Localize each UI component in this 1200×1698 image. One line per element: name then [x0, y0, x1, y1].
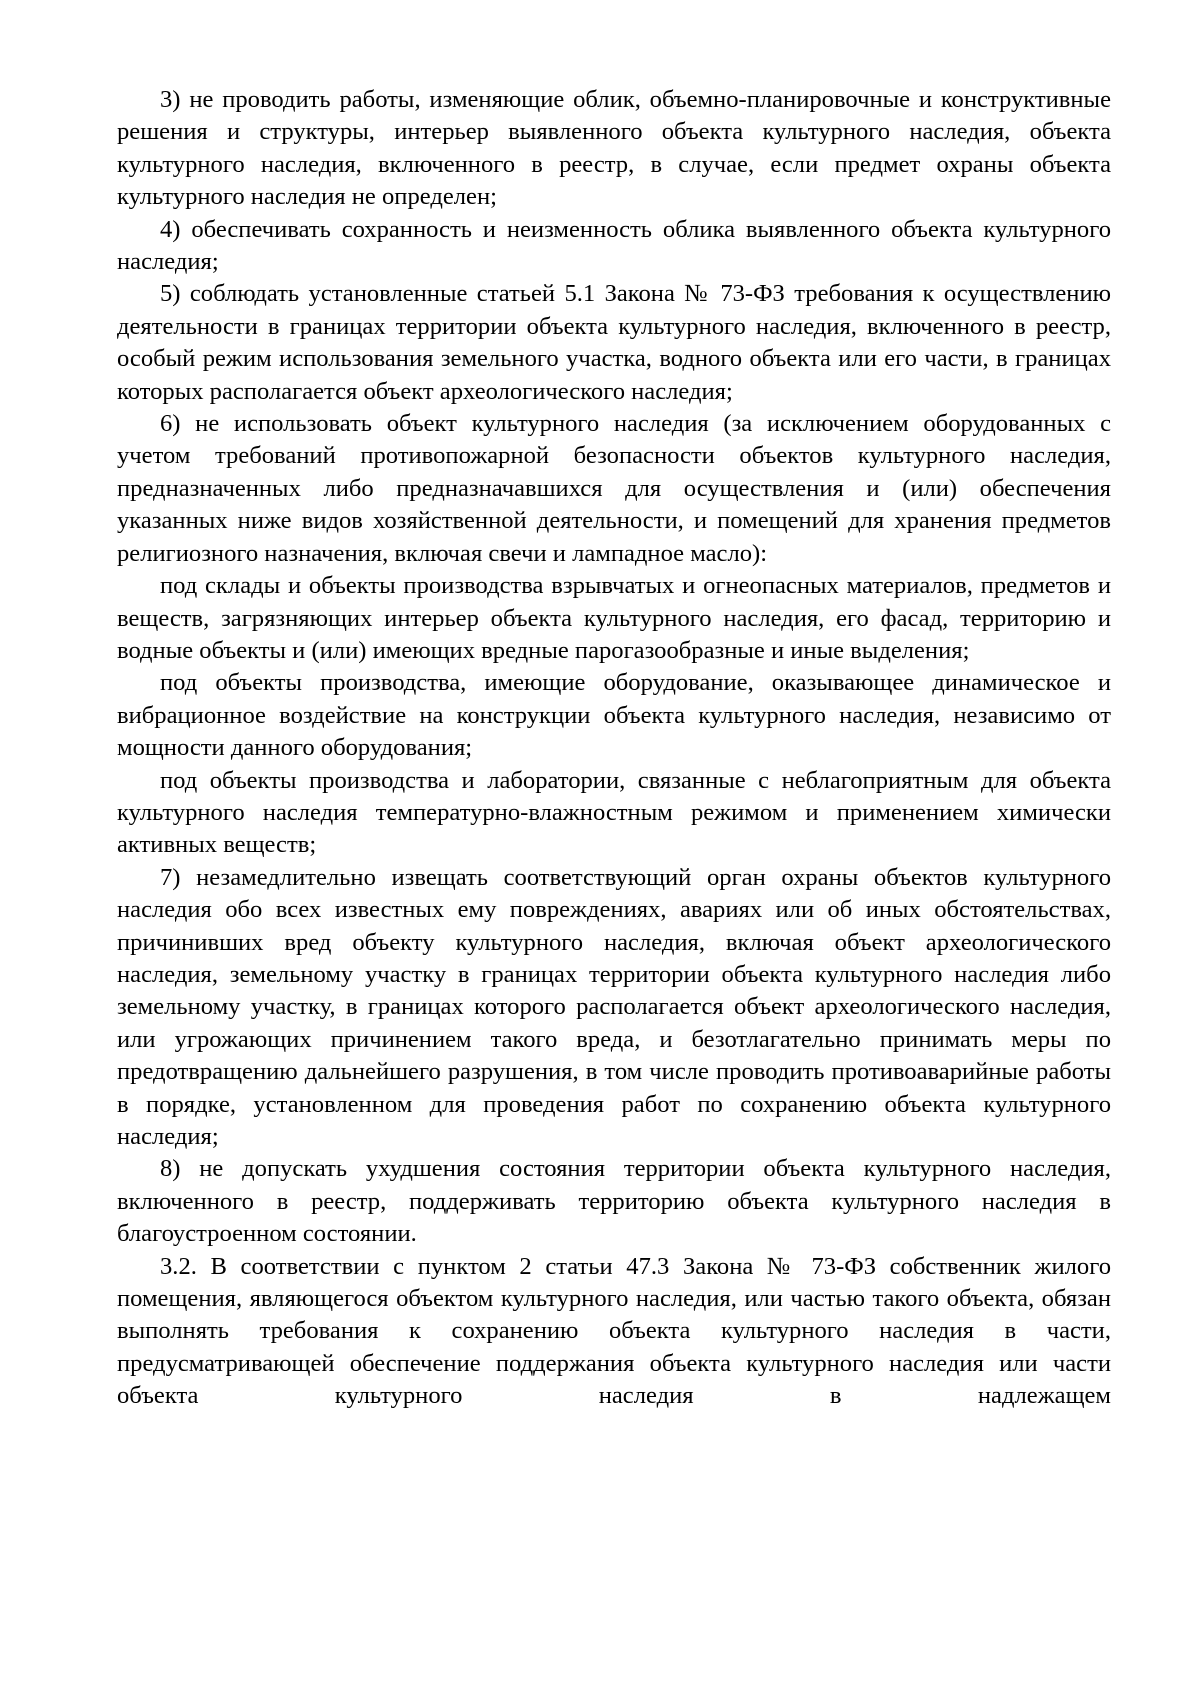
document-page — [117, 84, 1111, 1413]
paragraph-sub-laboratories: под объекты производства и лаборатории, связанные с неблагоприятным для объекта культурного наследия температурно-влажностным режимом и применением химически активных веществ; — [117, 766, 1111, 859]
paragraph-item-5: 5) соблюдать установленные статьей 5.1 Закона № 73-ФЗ требования к осуществлению деятельности в границах территории объекта культурного наследия, включенного в реестр, особый режим использования земельного участка, водного объекта или его части, в границах которых располагается объект археологического наследия; — [117, 280, 1111, 405]
paragraph-sub-equipment: под объекты производства, имеющие оборудование, оказывающее динамическое и вибрационное воздействие на конструкции объекта культурного наследия, независимо от мощности данного оборудования; — [117, 669, 1111, 762]
paragraph-item-7: 7) незамедлительно извещать соответствующий орган охраны объектов культурного наследия обо всех известных ему повреждениях, авариях или об иных обстоятельствах, причинивших вред объекту культурного наследия, включая объект археологического наследия, земельному участку в границах территории объекта культурного наследия либо земельному участку, в границах которого располагается объект археологического наследия, или угрожающих причинением такого вреда, и безотлагательно принимать меры по предотвращению дальнейшего разрушения, в том числе проводить противоаварийные работы в порядке, установленном для проведения работ по сохранению объекта культурного наследия; — [117, 863, 1111, 1150]
paragraph-item-8: 8) не допускать ухудшения состояния территории объекта культурного наследия, включенного в реестр, поддерживать территорию объекта культурного наследия в благоустроенном состоянии. — [117, 1155, 1111, 1248]
paragraph-item-4: 4) обеспечивать сохранность и неизменность облика выявленного объекта культурного наследия; — [117, 215, 1111, 276]
paragraph-section-3-2: 3.2. В соответствии с пунктом 2 статьи 47.3 Закона № 73-ФЗ собственник жилого помещения, являющегося объектом культурного наследия, или частью такого объекта, обязан выполнять требования к сохранению объекта культурного наследия в части, предусматривающей обеспечение поддержания объекта культурного наследия или части объекта культурного наследия в надлежащем — [117, 1252, 1111, 1410]
paragraph-item-6: 6) не использовать объект культурного наследия (за исключением оборудованных с учетом требований противопожарной безопасности объектов культурного наследия, предназначенных либо предназначавшихся для осуществления и (или) обеспечения указанных ниже видов хозяйственной деятельности, и помещений для хранения предметов религиозного назначения, включая свечи и лампадное масло): — [117, 410, 1111, 567]
paragraph-item-3: 3) не проводить работы, изменяющие облик, объемно-планировочные и конструктивные решения и структуры, интерьер выявленного объекта культурного наследия, объекта культурного наследия, включенного в реестр, в случае, если предмет охраны объекта культурного наследия не определен; — [117, 86, 1111, 211]
paragraph-sub-warehouses: под склады и объекты производства взрывчатых и огнеопасных материалов, предметов и веществ, загрязняющих интерьер объекта культурного наследия, его фасад, территорию и водные объекты и (или) имеющих вредные парогазообразные и иные выделения; — [117, 572, 1111, 664]
